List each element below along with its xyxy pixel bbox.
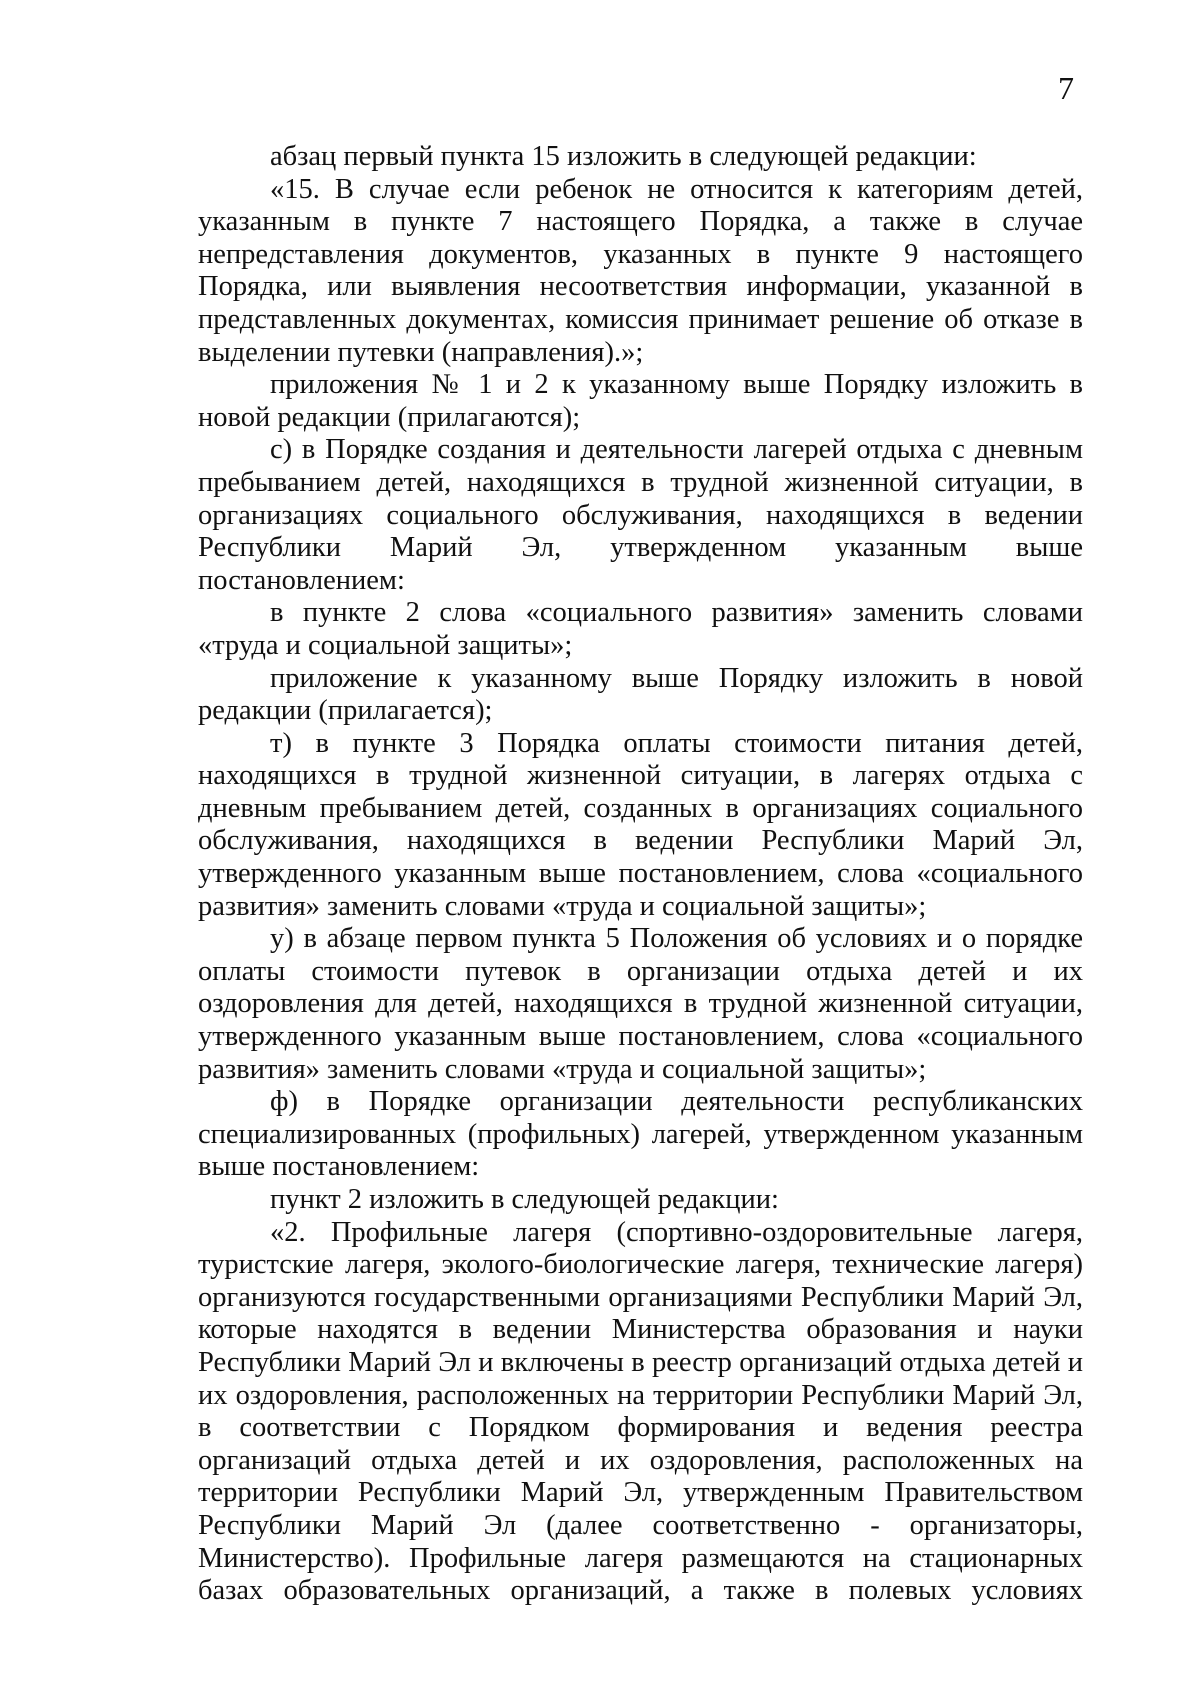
document-body — [198, 141, 1083, 1608]
page-number: 7 — [1058, 70, 1074, 106]
paragraph-8: у) в абзаце первом пункта 5 Положения об условиях и о порядке оплаты стоимости путевок в организации отдыха детей и их оздоровления для детей, находящихся в трудной жизненной ситуации, утвержденного указанным выше постановлением, слова «социального развития» заменить словами «труда и социальной защиты»; — [198, 923, 1083, 1085]
paragraph-6: приложение к указанному выше Порядку изложить в новой редакции (прилагается); — [198, 662, 1083, 727]
paragraph-2: «15. В случае если ребенок не относится к категориям детей, указанным в пункте 7 настоящего Порядка, а также в случае непредставления документов, указанных в пункте 9 настоящего Порядка, или выявления несоответствия информации, указанной в представленных документах, комиссия принимает решение об отказе в выделении путевки (направления).»; — [198, 173, 1083, 368]
paragraph-9: ф) в Порядке организации деятельности республиканских специализированных (профильных) лагерей, утвержденном указанным выше постановлением: — [198, 1086, 1083, 1183]
paragraph-3: приложения № 1 и 2 к указанному выше Порядку изложить в новой редакции (прилагаются); — [198, 369, 1083, 433]
paragraph-5: в пункте 2 слова «социального развития» заменить словами «труда и социальной защиты»; — [198, 597, 1083, 661]
paragraph-1: абзац первый пункта 15 изложить в следующей редакции: — [270, 141, 977, 172]
paragraph-4: с) в Порядке создания и деятельности лагерей отдыха с дневным пребыванием детей, находящихся в трудной жизненной ситуации, в организациях социального обслуживания, находящихся в ведении Республики Марий Эл, утвержденном указанным выше постановлением: — [198, 434, 1083, 596]
paragraph-7: т) в пункте 3 Порядка оплаты стоимости питания детей, находящихся в трудной жизненной ситуации, в лагерях отдыха с дневным пребыванием детей, созданных в организациях социального обслуживания, находящихся в ведении Республики Марий Эл, утвержденного указанным выше постановлением, слова «социального развития» заменить словами «труда и социальной защиты»; — [198, 727, 1083, 922]
paragraph-10: пункт 2 изложить в следующей редакции: — [270, 1184, 779, 1215]
paragraph-11: «2. Профильные лагеря (спортивно-оздоровительные лагеря, туристские лагеря, эколого-биологические лагеря, технические лагеря) организуются государственными организациями Республики Марий Эл, которые находятся в ведении Министерства образования и науки Республики Марий Эл и включены в реестр организаций отдыха детей и их оздоровления, расположенных на территории Республики Марий Эл, в соответствии с Порядком формирования и ведения реестра организаций отдыха детей и их оздоровления, расположенных на территории Республики Марий Эл, утвержденным Правительством Республики Марий Эл (далее соответственно - организаторы, Министерство). Профильные лагеря размещаются на стационарных базах образовательных организаций, а также в полевых условиях — [198, 1216, 1083, 1607]
